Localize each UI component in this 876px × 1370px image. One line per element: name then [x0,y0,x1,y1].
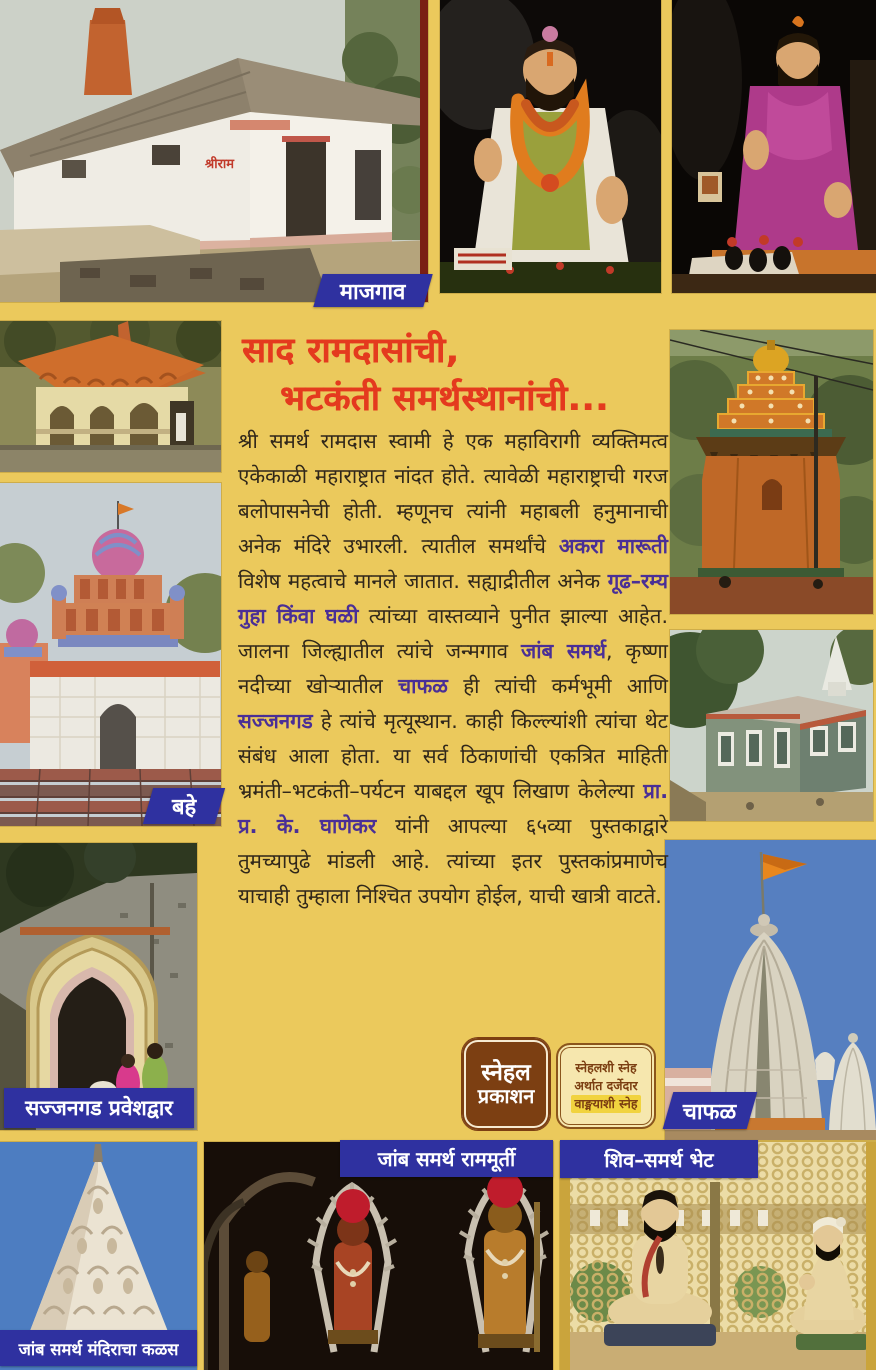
publisher-tagline [556,1043,656,1129]
body-text: श्री समर्थ रामदास स्वामी हे एक महाविरागी व्यक्तिमत्व एकेकाळी महाराष्ट्रात नांदत होते. त्यावेळी महाराष्ट्राची गरज बलोपासनेची होती. म्हणूनच त्यांनी महाबली हनुमानाची अनेक मंदिरे उभारली. त्यातील समर्थांचे अकरा मारूती विशेष महत्वाचे मानले जातात. सह्याद्रीतील अनेक गूढ–रम्य गुहा किंवा घळी त्यांच्या वास्तव्याने पुनीत झाल्या आहेत. जालना जिल्ह्यातील त्यांचे जन्मगाव जांब समर्थ, कृष्णा नदीच्या खोऱ्यातील चाफळ ही त्यांची कर्मभूमी आणि सज्जनगड हे त्यांचे मृत्यूस्थान. काही किल्ल्यांशी त्यांचा थेट संबंध आला होता. या सर्व ठिकाणांची एकत्रित माहिती भ्रमंती–भटकंती–पर्यटन याबद्दल खूप लिखाण केलेल्या प्रा. प्र. के. घाणेकर यांनी आपल्या ६५व्या पुस्तकाद्वारे तुमच्यापुढे मांडली आहे. त्यांच्या इतर पुस्तकांप्रमाणेच याचाही तुम्हाला निश्चित उपयोग होईल, याची खात्री वाटते. [238,429,669,908]
photo-ramdas-statue [440,0,661,293]
svg-text:श्रीराम: श्रीराम [205,157,235,172]
photo-octagonal-tower-temple [670,330,873,614]
publisher-block [462,1038,656,1130]
publisher-tagline-line3: वाङ्मयाशी स्नेह [571,1095,640,1113]
caption-chaphal: चाफळ [663,1092,758,1129]
photo-orange-pavilion-temple [0,321,221,472]
cover-title-line-1: साद रामदासांची, [242,331,460,371]
caption-jamb-rammurti: जांब समर्थ राममूर्ती [340,1140,553,1177]
publisher-tagline-line2: अर्थात दर्जेदार [574,1077,638,1093]
photo-sajjangad-gate [0,843,197,1130]
publisher-name-line1: स्नेहल [481,1060,531,1087]
caption-jamb-kalash: जांब समर्थ मंदिराचा कळस [0,1330,197,1366]
caption-shiv-samarth-bhet: शिव–समर्थ भेट [560,1140,758,1178]
caption-majgaon: माजगाव [313,274,432,307]
publisher-tagline-line1: स्नेहलशी स्नेह [575,1059,637,1075]
publisher-name-line2: प्रकाशन [477,1083,535,1108]
photo-green-temple-building [670,630,873,821]
caption-bahe: बहे [143,788,225,824]
photo-saint-magenta-robe [672,0,876,293]
publisher-logo [462,1038,550,1130]
cover-title-line-2: भटकंती समर्थस्थानांची... [280,379,609,419]
caption-sajjangad-praveshdvar: सज्जनगड प्रवेशद्वार [4,1088,194,1128]
photo-majgaon-temple [0,0,428,302]
photo-bahe-temple [0,483,221,826]
